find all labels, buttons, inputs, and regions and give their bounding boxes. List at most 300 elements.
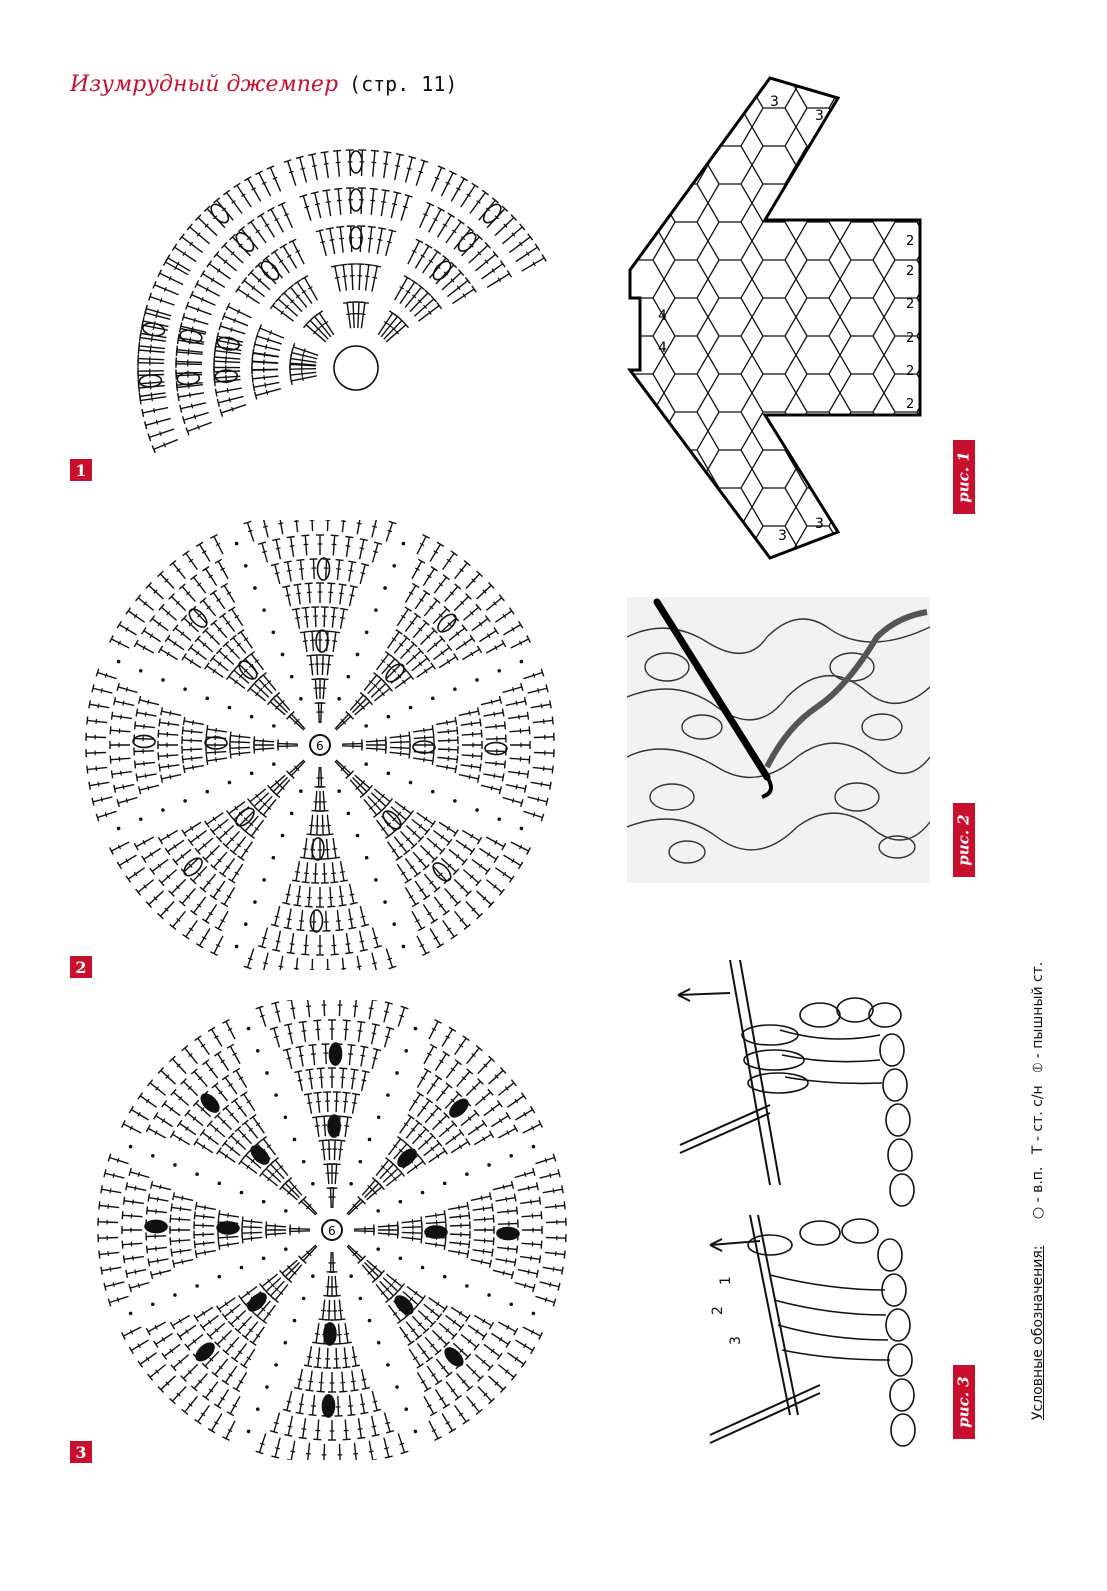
svg3-w5-r5-s4 (226, 1108, 239, 1123)
svg2-w2-r6-s5-bar (299, 921, 304, 922)
svg3-w7-r6-s5 (461, 1113, 477, 1126)
svg2-w4-r7-s2-top (111, 770, 112, 778)
svg2-w2-r5-s2 (330, 887, 331, 907)
svg3-w2-r6-s7-top (283, 1409, 291, 1411)
svg2-w4-r2-s2 (230, 742, 250, 743)
svg2-w4-r8-s8-bar (101, 688, 102, 693)
svg3-chain-2-3 (293, 1319, 297, 1323)
svg2-w3-r5-s0-top (228, 879, 235, 883)
svg2-w7-r2-s0 (364, 675, 377, 691)
svg2-chain-3-2 (250, 772, 254, 776)
p0-r3-s1-bar (315, 204, 320, 205)
svg2-w3-r5-s3 (205, 845, 219, 859)
svg3-w2-r5-s1 (352, 1371, 355, 1391)
svg3-w6-r6-s5-bar (348, 1054, 353, 1055)
p2-r1-s4-top (294, 280, 301, 285)
side-label-2: 2 (906, 264, 915, 279)
svg2-w6-r3-s0 (304, 632, 307, 652)
svg3-w4-r1-s2 (266, 1225, 286, 1226)
svg3-w2-r4-s0 (353, 1346, 356, 1366)
p0-r2-s6 (377, 228, 382, 254)
p3-r3-s7-bar (197, 307, 199, 312)
p1-r2-s7-top (472, 286, 476, 293)
svg3-w0-r4-s1-bar (460, 1214, 461, 1219)
svg2-w0-r8-s7-bar (541, 782, 542, 787)
p0-r2-s7 (386, 231, 393, 256)
svg2-w2-r4-s5-bar (295, 872, 300, 873)
svg3-w2-r7-s2-top (357, 1437, 365, 1438)
svg2-w0-r4-s3 (438, 749, 458, 750)
svg2-w5-r8-s8-top (196, 542, 203, 546)
p4-r3-s8-bar (190, 337, 191, 342)
svg2-w4-r7-s5 (111, 730, 131, 731)
p4-r2-s7-bar (228, 340, 229, 345)
svg3-w0-r5-s1-bar (483, 1206, 484, 1211)
svg3-w4-r4-s0-bar (205, 1250, 206, 1255)
svg3-w4-r2-s3 (242, 1221, 262, 1223)
svg3-w1-r5-s1-top (459, 1324, 464, 1330)
sleeve-label-bottom-2: 3 (815, 516, 824, 532)
svg3-w2-r7-s5 (317, 1420, 318, 1440)
svg2-w6-r7-s7 (360, 540, 364, 560)
svg3-w0-r6-s5-top (517, 1246, 518, 1254)
svg2-w2-r6-s6-bar (287, 919, 292, 920)
svg3-w0-r6-s5 (497, 1247, 517, 1249)
svg3-w6-r6-s2-bar (311, 1054, 316, 1055)
svg2-w7-r8-s0 (417, 536, 426, 554)
svg2-w2-r7-s1-top (360, 950, 368, 952)
svg2-w6-r7-s3-top (301, 535, 309, 536)
svg3-w6-r5-s4 (342, 1068, 343, 1088)
svg2-w2-r3-s1-top (324, 858, 332, 859)
svg3-chain-3-5 (195, 1284, 199, 1288)
svg2-w6-r4-s5-bar (340, 618, 345, 619)
svg2-w1-r8-s1-top (519, 862, 523, 869)
svg3-chain-7-7 (509, 1154, 513, 1158)
p4-r4-s8-top (138, 346, 139, 354)
svg2-w2-r3-s0-top (332, 857, 340, 858)
svg2-chain-7-4 (431, 697, 435, 701)
svg2-w1-r3-s4-top (385, 834, 391, 839)
svg3-w3-r7-s8 (148, 1322, 165, 1332)
svg3-w6-r7-s3-top (313, 1020, 321, 1021)
svg3-w6-r8-s3 (307, 1000, 309, 1017)
svg3-w0-r8-s2-top (562, 1185, 563, 1193)
svg2-w0-r8-s2-top (550, 700, 551, 708)
p0-r2-s5-bar (368, 238, 373, 239)
svg2-w2-r7-s0-bar (373, 938, 378, 939)
svg2-w5-r4-s0-top (205, 663, 210, 670)
p4-r1-s0-bar (266, 390, 267, 395)
svg3-w2-r5-s6-top (294, 1388, 302, 1390)
svg3-chain-0-6 (487, 1293, 491, 1297)
svg3-w4-r5-s6-top (173, 1192, 175, 1200)
svg2-w5-r5-s5-top (219, 613, 225, 618)
svg3-w4-r7-s2-top (123, 1255, 124, 1263)
svg3-w4-r2-s3-bar (251, 1219, 252, 1224)
svg2-w4-r8-s1-top (92, 798, 94, 806)
svg2-w3-r5-s2 (214, 852, 227, 867)
svg3-chain-6-6 (395, 1071, 399, 1075)
svg3-w6-r7-s7 (372, 1025, 376, 1045)
p2-r1-s4 (297, 282, 312, 303)
svg3-w5-r6-s7-top (233, 1068, 240, 1072)
p4-r3-s2-top (180, 405, 182, 413)
sweater-layout (620, 70, 930, 570)
svg3-w6-r3-s1 (324, 1116, 325, 1136)
figure-label-2: рис. 2 (955, 814, 974, 866)
svg2-w5-r7-s3 (161, 607, 176, 620)
svg3-w0-r3-s0-bar (436, 1213, 437, 1218)
svg3-w0-r7-s6 (520, 1257, 540, 1260)
svg2-w0-r6-s6 (483, 774, 503, 777)
p0-r2-s0-bar (320, 241, 325, 242)
svg2-w3-r7-s3 (182, 888, 195, 903)
svg3-w5-r7-s4 (184, 1082, 198, 1096)
svg3-w6-r6-s6-bar (360, 1055, 365, 1056)
svg3-chain-5-5 (274, 1093, 278, 1097)
p4-r1-s1-bar (265, 383, 266, 388)
p1-r2-s1-top (425, 244, 432, 248)
svg2-w3-r5-s6-top (182, 830, 186, 837)
svg3-w0-r6-s2 (497, 1211, 517, 1213)
svg2-w3-r5-s0 (232, 864, 243, 881)
svg2-w4-r5-s0-bar (170, 775, 171, 780)
svg2-w0-r5-s5 (461, 765, 481, 768)
svg3-w1-r7-s6-top (455, 1395, 461, 1400)
svg3-w7-r5-s3 (432, 1115, 446, 1129)
svg2-w2-r4-s1-top (330, 882, 338, 883)
svg3-w7-r6-s6 (468, 1123, 484, 1134)
svg3-w6-r6-s7-top (373, 1049, 381, 1051)
svg2-w4-r2-s0-bar (239, 751, 240, 756)
svg3-w4-r3-s1 (218, 1237, 238, 1238)
svg3-w3-r3-s0-top (260, 1319, 266, 1324)
svg3-w1-r0-s0 (348, 1245, 363, 1259)
svg2-chain-3-4 (205, 790, 209, 794)
svg2-w0-r3-s4 (413, 758, 433, 761)
svg2-w4-r4-s1-top (182, 755, 183, 763)
svg2-w1-r7-s6-top (443, 910, 449, 915)
svg3-w3-r6-s1 (225, 1366, 236, 1382)
svg2-w7-r6-s7-top (477, 646, 481, 653)
svg2-w2-r6-s5 (301, 910, 303, 930)
svg3-w5-r7-s2-top (162, 1100, 167, 1106)
svg2-w2-r8-s4 (327, 959, 328, 970)
svg2-w5-r6-s0-top (158, 646, 162, 653)
svg2-w1-r6-s0 (462, 830, 479, 840)
svg2-w0-r7-s6 (508, 772, 528, 775)
svg3-w6-r7-s6-bar (358, 1031, 363, 1032)
p4-r4-s4 (140, 397, 166, 401)
svg3-w3-r6-s0-top (233, 1387, 240, 1391)
svg2-w7-r7-s8 (486, 643, 503, 653)
svg3-chain-7-3 (421, 1191, 425, 1195)
svg3-w0-r7-s6-top (539, 1255, 540, 1263)
svg2-w0-r5-s1-bar (471, 721, 472, 726)
svg2-w4-r3-s4 (207, 729, 227, 732)
svg3-w2-r4-s4 (318, 1347, 320, 1367)
svg3-w4-r4-s4-bar (203, 1214, 204, 1219)
p0-r1-s3 (359, 264, 360, 290)
svg3-w6-r5-s4-top (339, 1068, 347, 1069)
svg3-w2-r2-s0-bar (338, 1310, 343, 1311)
svg3-w4-r8-s6-top (99, 1201, 100, 1209)
svg2-w6-r2-s2 (322, 655, 323, 675)
svg2-w5-r7-s6 (194, 577, 206, 593)
svg2-w5-r7-s1 (144, 631, 161, 642)
svg3-w7-r5-s2 (425, 1108, 438, 1123)
svg2-w0-r8-s6-bar (544, 766, 545, 771)
svg3-w1-r5-s4 (425, 1337, 438, 1352)
svg2-w7-r6-s6 (456, 638, 472, 649)
svg3-w2-r7-s7-top (284, 1435, 292, 1437)
svg3-w7-r5-s0-top (417, 1092, 424, 1096)
p4-r0-s1 (290, 372, 316, 375)
svg2-chain-0-5 (453, 799, 457, 803)
svg3-w1-r7-s6 (446, 1382, 458, 1398)
svg3-w4-puff-3 (217, 1222, 239, 1234)
svg3-w7-r8-s7-top (521, 1093, 526, 1100)
svg3-w1-r5-s0-top (466, 1315, 470, 1322)
svg3-w2-r6-s7-bar (287, 1401, 292, 1402)
svg2-w2-r8-s0-bar (387, 958, 392, 959)
svg3-chain-4-2 (262, 1200, 266, 1204)
svg2-w4-r0-s0 (278, 746, 298, 747)
p2-r4-s3 (190, 227, 210, 244)
svg2-w3-r0-s1 (289, 760, 304, 774)
svg3-w4-r7-s2 (124, 1257, 144, 1260)
svg2-w5-r7-s8 (218, 561, 228, 578)
svg3-w3-r6-s0 (236, 1372, 246, 1389)
svg3-w2-r0-s1 (331, 1252, 332, 1272)
svg2-w0-r6-s2-top (505, 722, 506, 730)
svg2-w4-r5-s0 (162, 775, 182, 779)
svg3-w6-r6-s5 (349, 1045, 351, 1065)
svg3-w7-r7-s2 (446, 1062, 458, 1078)
p0-r1-s4 (366, 265, 369, 291)
p3-r4-s8-bar (160, 298, 162, 303)
svg2-w1-r0-s0 (336, 760, 351, 774)
svg2-w3-r6-s5 (175, 849, 191, 862)
svg3-w3-r6-s7-top (170, 1322, 174, 1329)
svg2-w3-r6-s1-top (210, 895, 217, 900)
svg3-w6-r8-s4 (324, 1000, 325, 1016)
p4-r0-s0 (291, 376, 316, 381)
svg3-w4-r7-s7-top (126, 1182, 128, 1190)
svg3-w6-r4-s3 (336, 1092, 337, 1112)
svg2-chain-4-4 (205, 697, 209, 701)
svg2-w4-r8-s9-bar (105, 673, 106, 678)
p2-r4-s8-top (234, 183, 241, 187)
svg3-w5-r5-s1-top (200, 1129, 205, 1135)
svg2-w7-r4-s4 (412, 658, 428, 671)
svg2-w0-r2-s0-bar (400, 734, 401, 739)
svg2-w1-r5-s0-top (454, 830, 458, 837)
diagram-badge-3: 3 (70, 1441, 92, 1463)
svg3-w6-r6-s0-top (283, 1049, 291, 1051)
side-label-1: 2 (906, 234, 915, 249)
svg3-w1-r7-s8 (424, 1396, 434, 1413)
p4-r4-s0 (154, 440, 178, 450)
svg3-w6-r8-s8-top (385, 1002, 393, 1004)
p4-r3-s0 (188, 422, 212, 431)
svg2-w0-r7-s5 (510, 758, 530, 759)
svg2-w4-r6-s6-bar (145, 712, 146, 717)
svg3-w6-r7-s2 (303, 1022, 306, 1042)
svg2-w1-r8-s5 (466, 902, 480, 917)
p2-r4-s1-top (172, 244, 176, 251)
svg3-w6-r7-s0-bar (274, 1036, 279, 1037)
svg3-w7-r7-s6 (484, 1104, 500, 1116)
svg3-w4-puff-6 (145, 1220, 167, 1232)
p4-r3-s1 (184, 413, 209, 421)
p3-r4-s10 (160, 273, 183, 284)
svg2-w7-r7-s2-top (443, 575, 449, 580)
svg3-w4-r8-s7-top (101, 1185, 102, 1193)
svg3-w6-r1-s0 (327, 1164, 328, 1184)
svg3-w6-r1-s2-top (333, 1164, 341, 1165)
svg3-w2-r8-s4 (339, 1444, 340, 1460)
svg3-w4-r2-s0 (242, 1237, 262, 1239)
svg3-w4-r8-s6 (99, 1205, 119, 1207)
svg2-w0-r4-s4-bar (448, 756, 449, 761)
svg2-w1-r5-s2 (427, 838, 442, 851)
svg2-w5-r7-s0 (136, 643, 153, 653)
p2-r2-s0-top (236, 286, 240, 293)
svg2-w4-r5-s1 (160, 765, 180, 768)
svg3-chain-2-7 (256, 1407, 260, 1411)
svg3-w2-r7-s0-bar (385, 1423, 390, 1424)
svg3-w2-r4-s5-top (304, 1365, 312, 1366)
svg3-chain-3-7 (151, 1302, 155, 1306)
svg3-w4-r8-s2-top (101, 1267, 102, 1275)
svg3-w5-r4-s0-top (217, 1148, 222, 1155)
svg3-w4-r5-s0-bar (182, 1260, 183, 1265)
svg2-w0-r7-s8-bar (513, 798, 514, 803)
p4-r1-s0 (256, 389, 281, 396)
p3-r4-s8 (150, 297, 175, 306)
svg2-w3-r8-s7 (128, 868, 144, 879)
svg3-w3-r0-s1 (301, 1245, 316, 1259)
svg2-w0-r8-s3-top (552, 716, 553, 724)
svg2-w0-r6-s7-bar (491, 786, 492, 791)
svg3-w6-r7-s6 (359, 1022, 362, 1042)
p0-r3-s3-top (334, 188, 342, 189)
p1-r3-s9 (487, 274, 509, 288)
svg3-w4-r7-s5-top (122, 1211, 123, 1219)
svg2-w4-r8-s2-top (89, 782, 90, 790)
svg3-w4-r7-s7-bar (135, 1186, 136, 1191)
svg3-w6-r8-s6-bar (353, 1006, 358, 1007)
svg3-w0-r5-s6 (471, 1260, 491, 1264)
svg2-w7-r4-s5-top (431, 663, 436, 670)
svg3-w4-r5-s4-top (170, 1215, 171, 1223)
svg3-w6-puff-6 (329, 1043, 341, 1065)
svg3-w2-r6-s1-bar (360, 1404, 365, 1405)
svg2-chain-4-8 (117, 660, 121, 664)
svg3-w3-puff-6 (193, 1340, 217, 1364)
svg3-w2-r7-s7-bar (288, 1426, 293, 1427)
svg2-w4-r4-s0 (184, 766, 204, 769)
svg3-w6-r5-s1 (309, 1070, 312, 1090)
p1-r4-s7 (495, 218, 514, 236)
svg2-chain-0-7 (497, 817, 501, 821)
svg2-w0-r6-s0-bar (491, 700, 492, 705)
svg3-w5-r7-s7-top (214, 1052, 221, 1056)
svg2-w0-r4-s2 (438, 740, 458, 741)
svg3-w6-r7-s1-bar (288, 1033, 293, 1034)
svg2-chain-4-2 (250, 715, 254, 719)
svg2-w0-r8-s1-top (546, 684, 548, 692)
p1-r3-s1 (429, 209, 441, 232)
svg2-w6-r3-s4 (333, 632, 336, 652)
svg2-w1-r8-s7 (443, 920, 454, 936)
svg2-w0-r3-s1 (414, 737, 434, 738)
svg3-w1-r8-s8 (442, 1414, 452, 1431)
svg3-w3-r3-s4-top (239, 1295, 244, 1301)
svg3-w5-r6-s1-top (177, 1120, 182, 1127)
svg3-w0-r2-s0-bar (412, 1219, 413, 1224)
p0-r2-s1-bar (330, 239, 335, 240)
svg3-w5-r8-s1 (131, 1110, 148, 1120)
svg2-w0-r6-s6-top (502, 773, 503, 781)
svg3-w6-r4-s2 (327, 1092, 328, 1112)
svg2-w1-r7-s5 (445, 888, 458, 903)
p0-r4-s1-top (296, 156, 304, 158)
svg2-w1-r8-s0 (511, 842, 529, 851)
svg2-w4-r0-s1 (278, 744, 298, 745)
p4-r0-s1-bar (302, 371, 303, 376)
svg3-w4-r6-s1 (149, 1259, 169, 1262)
svg3-w2-r3-s0 (345, 1323, 348, 1343)
svg2-w6-r7-s7-bar (360, 548, 365, 549)
svg2-w7-r3-s0-top (385, 652, 391, 657)
svg2-w1-r0-s1 (335, 761, 349, 776)
svg3-w4-r7-s3 (123, 1243, 143, 1244)
svg3-chain-2-8 (247, 1430, 251, 1434)
p1-r2-s1 (415, 246, 428, 268)
svg2-w2-r8-s1 (372, 953, 377, 970)
svg3-w1-r8-s9 (429, 1421, 438, 1439)
svg2-w0-r3-s0-bar (424, 728, 425, 733)
svg3-w4-r8-s7-bar (110, 1188, 111, 1193)
svg2-w1-r5-s6-top (405, 879, 412, 883)
svg2-w4-r4-s4-top (182, 727, 183, 735)
svg3-w2-r0-s0 (333, 1252, 334, 1272)
p1-r4-s9-top (528, 234, 533, 240)
svg2-w2-r3-s4-top (300, 857, 308, 858)
p0-r3-s7 (381, 190, 385, 216)
svg3-chain-6-4 (377, 1115, 381, 1119)
p1-r3-s0 (420, 204, 431, 228)
svg3-w3-r8-s7 (140, 1353, 156, 1364)
svg3-w0-r6-s6 (495, 1259, 515, 1262)
svg3-w4-r8-s8-top (104, 1169, 106, 1177)
svg3-w6-r5-s2-top (317, 1068, 325, 1069)
svg2-w2-r4-s4-bar (304, 873, 309, 874)
p1-r4-s0 (431, 168, 441, 192)
svg3-w2-r5-s4 (321, 1372, 322, 1392)
svg2-chain-6-8 (402, 542, 406, 546)
svg2-w2-r5-s5 (297, 886, 300, 906)
svg3-w2-r8-s9-bar (260, 1443, 265, 1444)
svg3-w4-r8-s2-bar (110, 1267, 111, 1272)
svg2-w3-r8-s1-top (196, 944, 203, 948)
svg3-w5-r2-s0 (262, 1173, 278, 1186)
p2-r3-s1-top (207, 261, 212, 268)
svg3-w0-r5-s5-bar (483, 1249, 484, 1254)
